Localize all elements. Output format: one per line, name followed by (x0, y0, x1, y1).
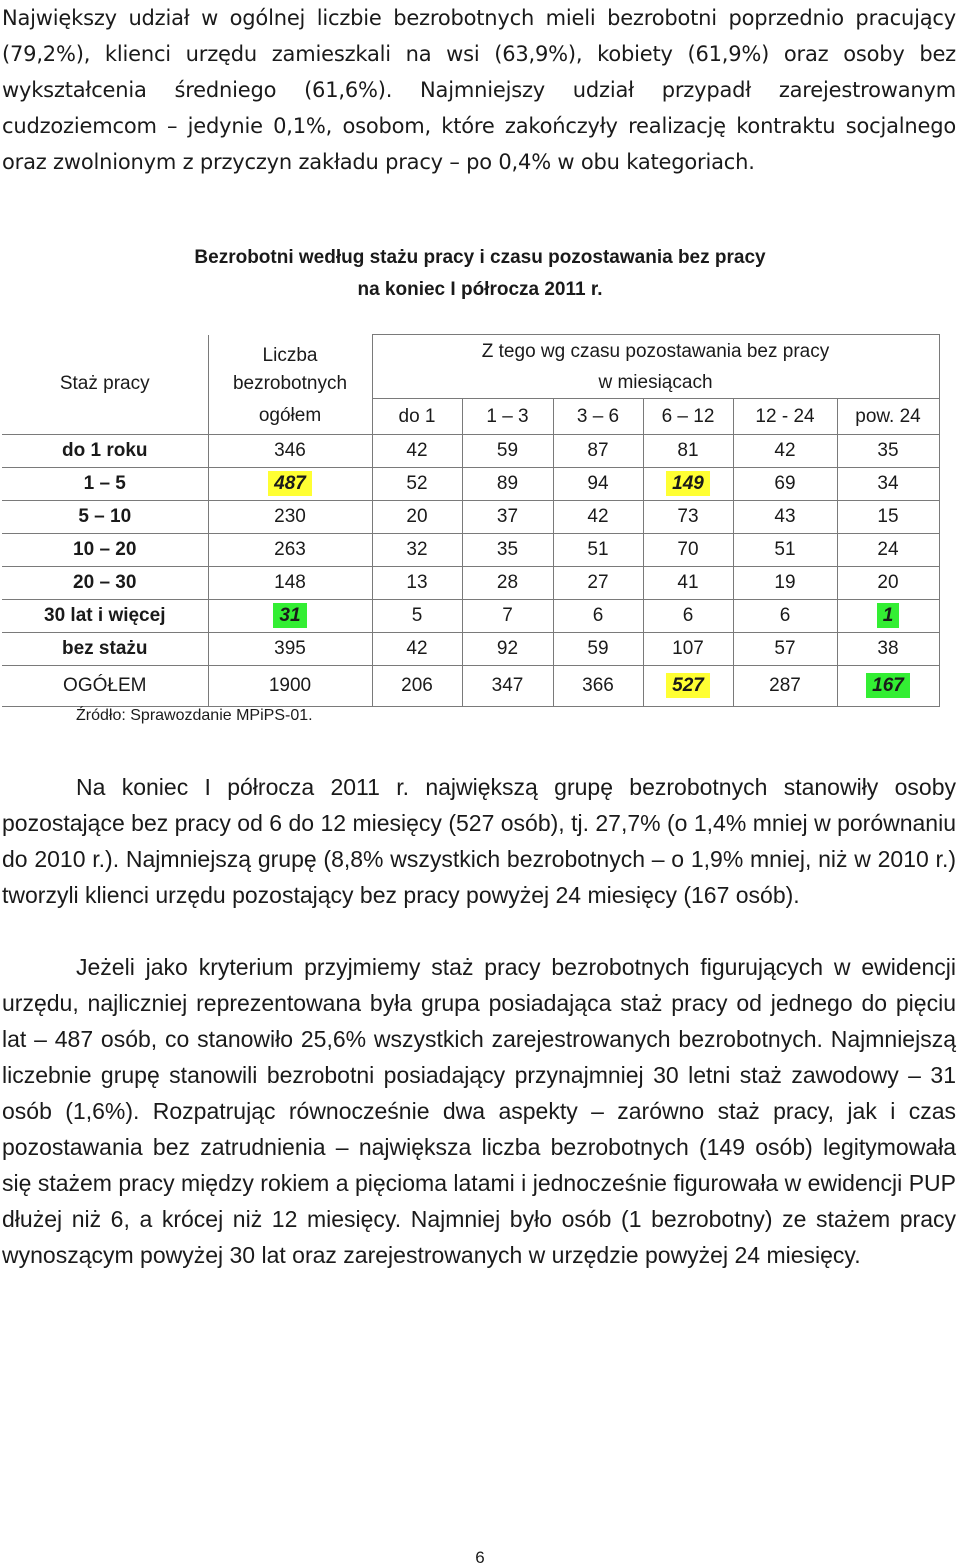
page-number: 6 (475, 1548, 485, 1567)
cell-value: 6 (733, 600, 837, 633)
cell-value: 87 (553, 435, 643, 468)
header-total-line3: ogółem (208, 399, 372, 435)
table-row (2, 633, 939, 666)
cell-value: 20 (837, 567, 939, 600)
cell-value: 89 (462, 468, 553, 501)
header-period: 3 – 6 (553, 399, 643, 435)
cell-value: 28 (462, 567, 553, 600)
header-period: 6 – 12 (643, 399, 733, 435)
total-cell-highlight-min: 167 (866, 673, 910, 698)
cell-value: 24 (837, 534, 939, 567)
row-label: do 1 roku (2, 435, 208, 468)
row-label: 30 lat i więcej (2, 600, 208, 633)
header-staz-pracy: Staż pracy (2, 335, 208, 435)
cell-value: 69 (733, 468, 837, 501)
row-total: 230 (208, 501, 372, 534)
cell-value: 57 (733, 633, 837, 666)
cell-value: 27 (553, 567, 643, 600)
cell-value: 59 (462, 435, 553, 468)
source-note: Źródło: Sprawozdanie MPiPS-01. (76, 707, 313, 724)
cell-value: 6 (553, 600, 643, 633)
row-total: 346 (208, 435, 372, 468)
table-row (2, 600, 939, 633)
row-label: 10 – 20 (2, 534, 208, 567)
total-value: 1900 (208, 666, 372, 707)
cell-value: 52 (372, 468, 462, 501)
cell-value: 81 (643, 435, 733, 468)
row-total-highlight-max: 487 (268, 471, 312, 496)
unemployment-table (2, 334, 940, 707)
cell-value: 92 (462, 633, 553, 666)
cell-value: 7 (462, 600, 553, 633)
body-paragraph: Jeżeli jako kryterium przyjmiemy staż pracy bezrobotnych figurujących w ewidencji urzędu, najliczniej reprezentowana była grupa posiadająca staż pracy od jednego do pięciu lat – 487 osób, co stanowiło 25,6% wszystkich zarejestrowanych bezrobotnych. Najmniejszą liczebnie grupę stanowili bezrobotni posiadający przynajmniej 30 letni staż zawodowy – 31 osób (1,6%). Rozpatrując równocześnie dwa aspekty – zarówno staż pracy, jak i czas pozostawania bez zatrudnienia – największa liczba bezrobotnych (149 osób) legitymowała się stażem pracy między rokiem a pięcioma latami i jednocześnie figurowała w ewidencji PUP dłużej niż 6, a krócej niż 12 miesięcy. Najmniej było osób (1 bezrobotny) ze stażem pracy wynoszącym powyżej 30 lat oraz zarejestrowanych w urzędzie powyżej 24 miesięcy. (2, 954, 956, 1268)
table-row (2, 534, 939, 567)
row-label: 20 – 30 (2, 567, 208, 600)
header-period: do 1 (372, 399, 462, 435)
intro-paragraph: Największy udział w ogólnej liczbie bezrobotnych mieli bezrobotni poprzednio pracujący (79,2%), klienci urzędu zamieszkali na wsi (63,9%), kobiety (61,9%) oraz osoby bez wykształcenia średniego (61,6%). Najmniejszy udział przypadł zarejestrowanym cudzoziemcom – jedynie 0,1%, osobom, które zakończyły realizację kontraktu socjalnego oraz zwolnionym z przyczyn zakładu pracy – po 0,4% w obu kategoriach. (2, 6, 956, 174)
row-total-highlight-min: 31 (273, 603, 306, 628)
row-label: 5 – 10 (2, 501, 208, 534)
cell-value: 35 (837, 435, 939, 468)
header-group-line2: w miesiącach (372, 369, 939, 399)
total-cell-highlight-max: 527 (666, 673, 710, 698)
total-label: OGÓŁEM (2, 666, 208, 707)
total-cell: 366 (553, 666, 643, 707)
cell-value: 73 (643, 501, 733, 534)
header-total-line1: Liczba (208, 335, 372, 369)
cell-value-highlight-min: 1 (877, 603, 900, 628)
table-row (2, 435, 939, 468)
row-label: 1 – 5 (2, 468, 208, 501)
total-cell: 347 (462, 666, 553, 707)
cell-value: 43 (733, 501, 837, 534)
header-period: 1 – 3 (462, 399, 553, 435)
cell-value: 70 (643, 534, 733, 567)
table-row (2, 567, 939, 600)
cell-value: 107 (643, 633, 733, 666)
table-row (2, 501, 939, 534)
cell-value-highlight-max: 149 (666, 471, 710, 496)
cell-value: 20 (372, 501, 462, 534)
cell-value: 35 (462, 534, 553, 567)
table-subtitle: na koniec I półrocza 2011 r. (357, 279, 603, 300)
cell-value: 42 (372, 435, 462, 468)
cell-value: 42 (733, 435, 837, 468)
cell-value: 94 (553, 468, 643, 501)
header-group-line1: Z tego wg czasu pozostawania bez pracy (372, 335, 939, 369)
row-total: 395 (208, 633, 372, 666)
total-cell: 206 (372, 666, 462, 707)
header-period: 12 - 24 (733, 399, 837, 435)
cell-value: 15 (837, 501, 939, 534)
table-title: Bezrobotni według stażu pracy i czasu pozostawania bez pracy (194, 247, 766, 268)
cell-value: 42 (372, 633, 462, 666)
row-label: bez stażu (2, 633, 208, 666)
cell-value: 59 (553, 633, 643, 666)
body-paragraph: Na koniec I półrocza 2011 r. największą grupę bezrobotnych stanowiły osoby pozostające bez pracy od 6 do 12 miesięcy (527 osób), tj. 27,7% (o 1,4% mniej w porównaniu do 2010 r.). Najmniejszą grupę (8,8% wszystkich bezrobotnych – o 1,9% mniej, niż w 2010 r.) tworzyli klienci urzędu pozostający bez pracy powyżej 24 miesięcy (167 osób). (2, 774, 956, 908)
cell-value: 51 (553, 534, 643, 567)
cell-value: 38 (837, 633, 939, 666)
table-total-row (2, 666, 939, 707)
cell-value: 32 (372, 534, 462, 567)
cell-value: 42 (553, 501, 643, 534)
cell-value: 13 (372, 567, 462, 600)
table-row (2, 468, 939, 501)
cell-value: 19 (733, 567, 837, 600)
row-total: 263 (208, 534, 372, 567)
header-period: pow. 24 (837, 399, 939, 435)
row-total: 148 (208, 567, 372, 600)
cell-value: 5 (372, 600, 462, 633)
cell-value: 6 (643, 600, 733, 633)
cell-value: 41 (643, 567, 733, 600)
cell-value: 37 (462, 501, 553, 534)
cell-value: 34 (837, 468, 939, 501)
total-cell: 287 (733, 666, 837, 707)
cell-value: 51 (733, 534, 837, 567)
header-total-line2: bezrobotnych (208, 369, 372, 399)
